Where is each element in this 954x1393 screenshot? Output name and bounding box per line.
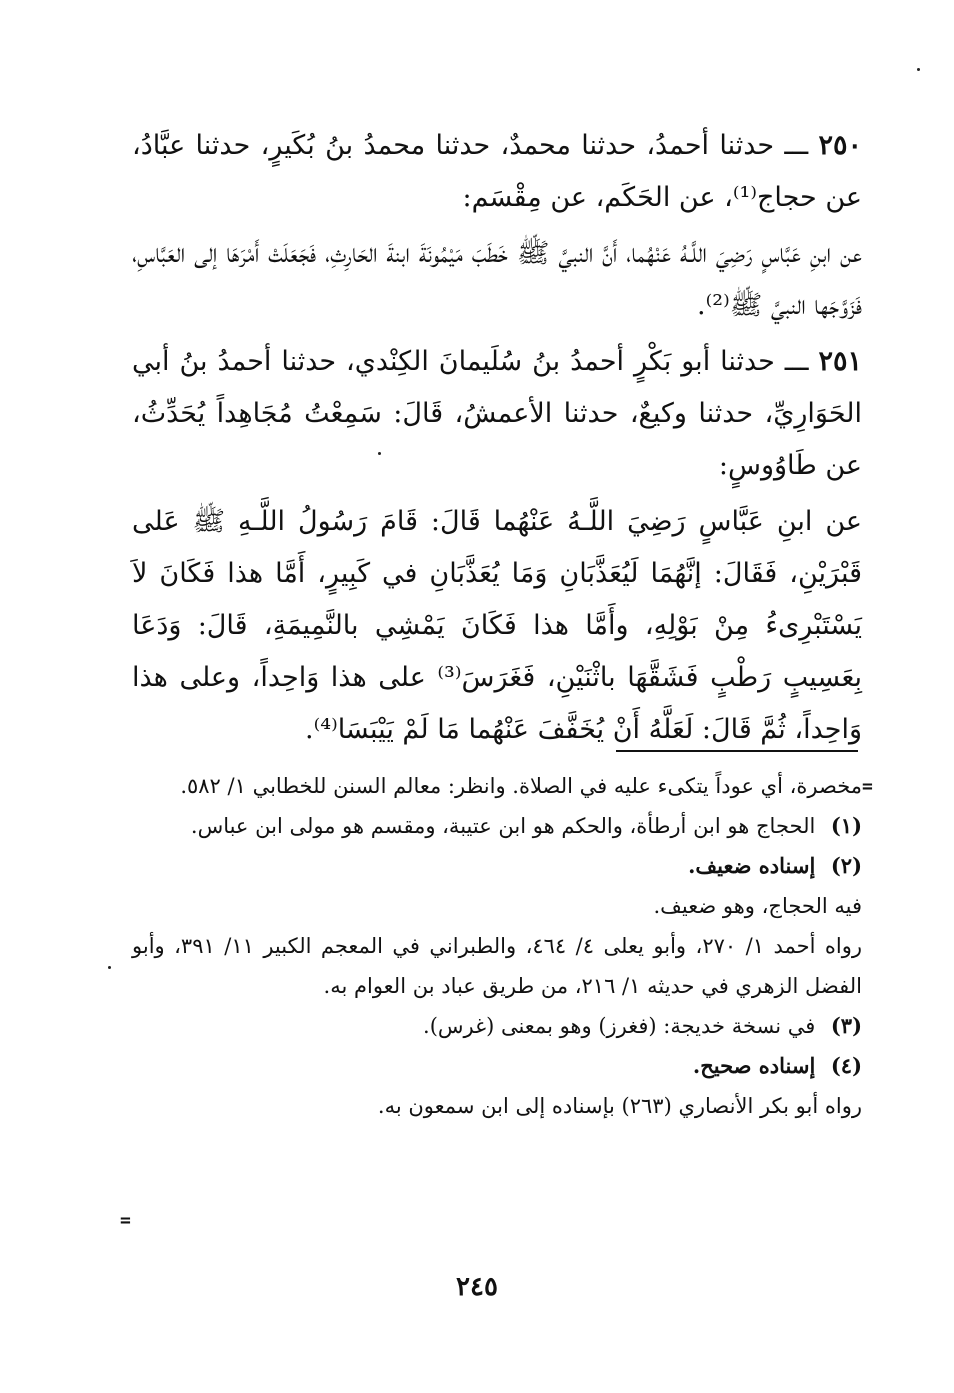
footnote-number: (٣) bbox=[830, 1013, 862, 1038]
main-text bbox=[132, 120, 862, 756]
hadith-250-isnad bbox=[132, 120, 862, 224]
scan-speck bbox=[108, 966, 111, 969]
hadith-number: ٢٥١ bbox=[818, 346, 862, 377]
footnote-heading: إسناده ضعيف. bbox=[688, 853, 816, 878]
footnotes bbox=[132, 766, 862, 1126]
footnote-3 bbox=[132, 1006, 862, 1046]
isnad-text: ـــ حدثنا أحمدُ، حدثنا محمدٌ، حدثنا محمدُ بنُ بُكَيرٍ، حدثنا عبَّادُ، عن حجاج⁽¹⁾، عن الحَكَم، عن مِقْسَم: bbox=[132, 130, 862, 213]
footnote-text: الحجاج هو ابن أرطأة، والحكم هو ابن عتيبة، ومقسم هو مولى ابن عباس. bbox=[190, 814, 816, 838]
scan-speck bbox=[378, 452, 381, 455]
footnote-number: (٤) bbox=[830, 1053, 862, 1078]
footnote-1 bbox=[132, 806, 862, 846]
page-number: ٢٤٥ bbox=[456, 1272, 498, 1302]
isnad-text: ـــ حدثنا أبو بَكْرٍ أحمدُ بنُ سُلَيمانَ الكِنْدي، حدثنا أحمدُ بنُ أبي الحَوَارِيِّ، حدثنا وكيعٌ، حدثنا الأعمشُ، قَالَ: سَمِعْتُ مُجَاهِداً يُحَدِّثُ، عن طَاوُوسٍ: bbox=[132, 346, 862, 481]
footnote-2-line-2: رواه أحمد ١/ ٢٧٠، وأبو يعلى ٤/ ٤٦٤، والطبراني في المعجم الكبير ١١/ ٣٩١، وأبو الفضل الزهري في حديثه ١/ ٢١٦، من طريق عباد بن العوام به. bbox=[132, 934, 863, 998]
footnote-4 bbox=[132, 1046, 862, 1086]
footnote-number: (٢) bbox=[830, 853, 862, 878]
scan-speck bbox=[917, 68, 920, 71]
footnote-continued: مخصرة، أي عوداً يتكىء عليه في الصلاة. وانظر: معالم السنن للخطابي ١/ ٥٨٢. bbox=[180, 774, 862, 798]
hadith-250-matn: عن ابنِ عَبَّاسٍ رَضِيَ اللَّـهُ عَنْهُما، أَنَّ النبيَّ ﷺ خَطَبَ مَيْمُونَةَ ابنةَ الحَارِثِ، فَجَعَلَتْ أَمْرَهَا إلى العَبَّاسِ، فَزَوَّجَها النبيَّ ﷺ⁽²⁾. bbox=[132, 238, 862, 321]
footnote-number: (١) bbox=[830, 813, 862, 838]
footnote-separator bbox=[616, 750, 858, 752]
hadith-251-matn: عن ابنِ عَبَّاسٍ رَضِيَ اللَّـهُ عَنْهُما قَالَ: قَامَ رَسُولُ اللَّـهِ ﷺ عَلى قَبْرَيْنِ، فَقَالَ: إنَّهُمَا لَيُعَذَّبَانِ وَمَا يُعَذَّبَانِ في كَبِيرٍ، أَمَّا هذا فَكَانَ لاَ يَسْتَبْرِىءُ مِنْ بَوْلِهِ، وأَمَّا هذا فَكَانَ يَمْشِي بالنَّمِيمَةِ، قَالَ: وَدَعَا بِعَسِيبٍ رَطْبٍ فَشَقَّهَا باثْنَيْنِ، فَغَرَسَ⁽³⁾ على هذا وَاحِداً، وعلى هذا وَاحِداً، ثُمَّ قَالَ: لَعَلَّهُ أَنْ يُخَفَّفَ عَنْهُما مَا لَمْ يَيْبَسَا⁽⁴⁾. bbox=[132, 506, 862, 745]
footnote-4-line-1: رواه أبو بكر الأنصاري (٢٦٣) بإسناده إلى ابن سمعون به. bbox=[377, 1094, 862, 1118]
hadith-251-isnad bbox=[132, 336, 862, 492]
hadith-number: ٢٥٠ bbox=[818, 130, 862, 161]
footnote-text: في نسخة خديجة: (فغرز) وهو بمعنى (غرس). bbox=[423, 1014, 816, 1038]
footnote-heading: إسناده صحيح. bbox=[692, 1053, 816, 1078]
continuation-mark: = bbox=[862, 776, 873, 797]
continuation-mark-end: = bbox=[120, 1210, 131, 1231]
footnote-2 bbox=[132, 846, 862, 886]
footnote-2-line-1: فيه الحجاج، وهو ضعيف. bbox=[653, 894, 862, 918]
